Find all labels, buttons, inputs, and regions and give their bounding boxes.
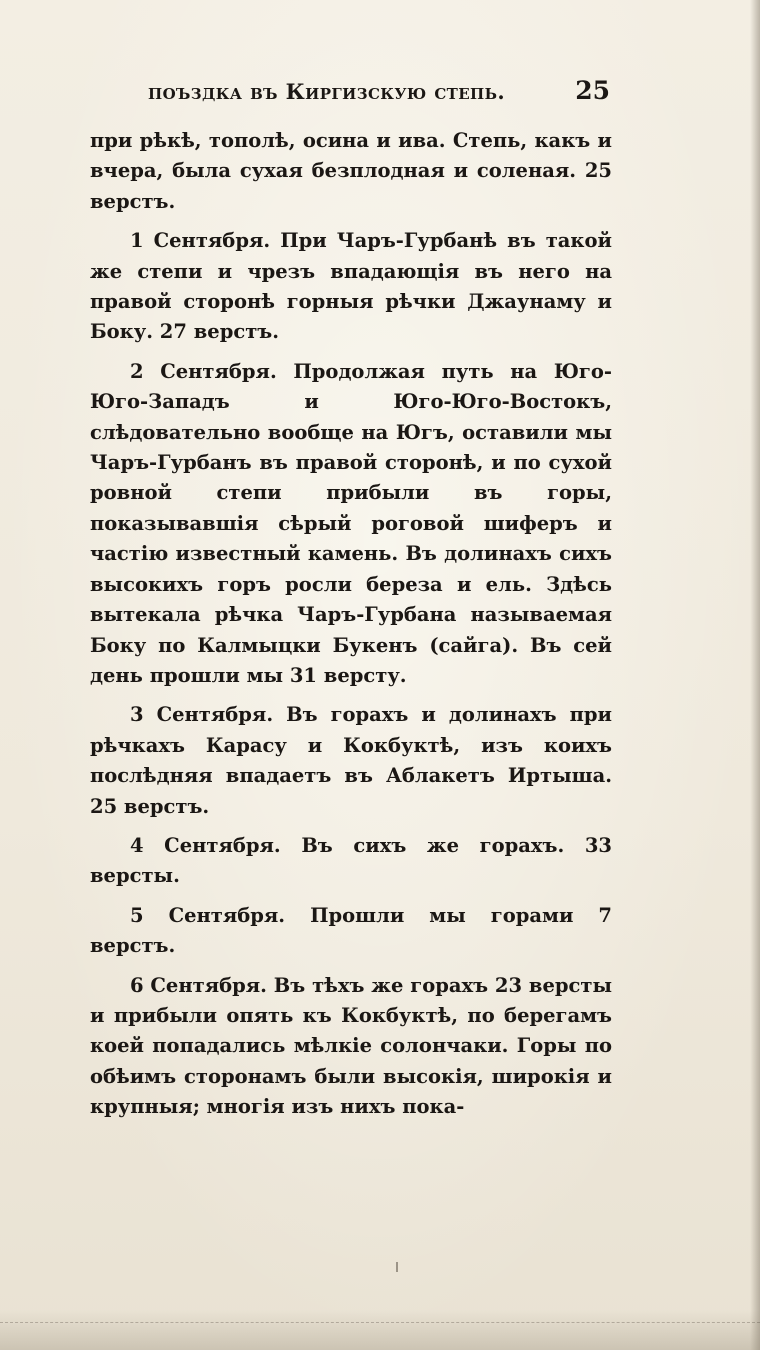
paragraph-sept-2: 2 Сентября. Продолжая путь на Юго-Юго-Западъ и Юго-Юго-Востокъ, слѣдовательно вообще на Югъ, оставили мы Чаръ-Гурбанъ въ правой сторонѣ, и по сухой ровной степи прибыли въ горы, показывавшія сѣрый роговой шиферъ и частію известный камень. Въ долинахъ сихъ высокихъ горъ росли береза и ель. Здѣсь вытекала рѣчка Чаръ-Гурбана называемая Боку по Калмыцки Букенъ (сайга). Въ сей день прошли мы 31 версту. (90, 359, 612, 687)
paragraph-continuation: при рѣкѣ, тополѣ, осина и ива. Степь, какъ и вчера, была сухая безплодная и соленая. 25 верстъ. (90, 129, 612, 213)
torn-edge-line (0, 1322, 760, 1325)
ink-mark (396, 1262, 398, 1272)
paragraph-sept-3: 3 Сентября. Въ горахъ и долинахъ при рѣчкахъ Карасу и Кокбуктѣ, изъ коихъ послѣдняя впадаетъ въ Аблакетъ Иртыша. 25 верстъ. (90, 703, 612, 818)
paragraph-sept-4: 4 Сентября. Въ сихъ же горахъ. 33 версты. (90, 833, 612, 888)
page-header (148, 76, 612, 110)
page-edge-shadow (750, 0, 760, 1350)
paragraph-sept-6: 6 Сентября. Въ тѣхъ же горахъ 23 версты и прибыли опять къ Кокбуктѣ, по берегамъ коей попадались мѣлкіе солончаки. Горы по обѣимъ сторонамъ были высокія, широкія и крупныя; многія изъ нихъ пока- (90, 973, 612, 1119)
running-head: поъздка въ Киргизскую степь. (148, 79, 506, 104)
paragraph-sept-5: 5 Сентября. Прошли мы горами 7 верстъ. (90, 903, 612, 958)
page-number: 25 (575, 76, 610, 105)
page-bottom-edge (0, 1310, 760, 1350)
paragraph-sept-1: 1 Сентября. При Чаръ-Гурбанѣ въ такой же степи и чрезъ впадающія въ него на правой сторонѣ горныя рѣчки Джаунаму и Боку. 27 верстъ. (90, 229, 612, 344)
body-text (90, 126, 612, 1132)
